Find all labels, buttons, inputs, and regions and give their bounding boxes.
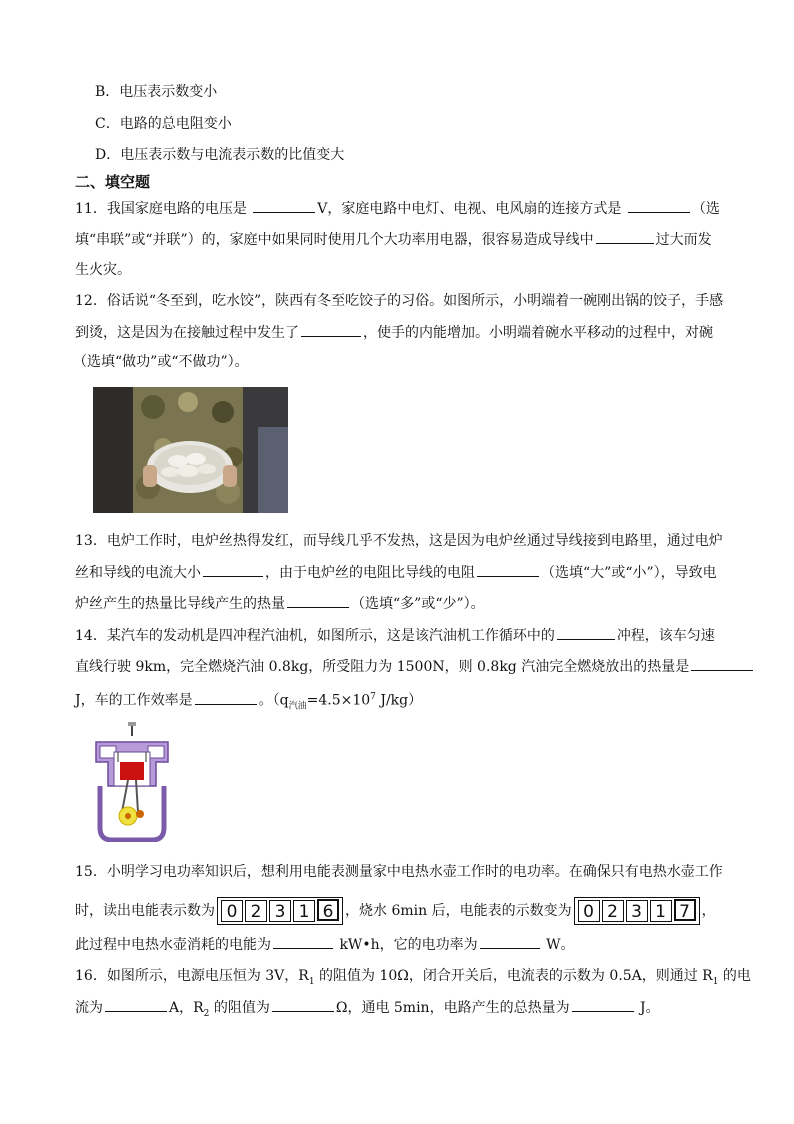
dumplings-photo [93, 387, 288, 513]
q13-line2: 丝和导线的电流大小 ，由于电炉丝的电阻比导线的电阻 （选填“大”或“小”），导致电 [75, 562, 717, 583]
q16-line1: 16．如图所示，电源电压恒为 3V，$R_1$ 的阻值为 10Ω，闭合开关后，电流表的示数为 0.5A，则通过 $R_1$ 的电 [75, 968, 751, 987]
option-c: C．电路的总电阻变小 [95, 116, 232, 132]
answer-blank[interactable] [477, 562, 539, 577]
option-d: D．电压表示数与电流表示数的比值变大 [95, 147, 345, 163]
meter-reading-final: 0 2 3 1 7 [574, 897, 700, 925]
answer-blank[interactable] [628, 198, 690, 213]
q11-line3: 生火灾。 [75, 262, 131, 278]
answer-blank[interactable] [480, 934, 540, 949]
q15-line2: 时，读出电能表示数为 0 2 3 1 6 ，烧水 6min 后，电能表的示数变为 0 2 3 1 7 ， [75, 897, 716, 925]
option-b: B．电压表示数变小 [95, 84, 218, 100]
answer-blank[interactable] [273, 934, 333, 949]
q12-line2: 到烫，这是因为在接触过程中发生了 ，使手的内能增加。小明端着碗水平移动的过程中，对碗 [75, 322, 713, 343]
answer-blank[interactable] [105, 997, 167, 1012]
answer-blank[interactable] [203, 562, 263, 577]
answer-blank[interactable] [572, 997, 634, 1012]
section-title: 二、填空题 [75, 173, 151, 191]
answer-blank[interactable] [253, 198, 315, 213]
q15-line3: 此过程中电热水壶消耗的电能为 kW•h，它的电功率为 W。 [75, 934, 574, 955]
q14-line3: J，车的工作效率是 。（$q_{汽油}=4.5\times 10^7$ J/kg） [75, 687, 422, 716]
q13-line3: 炉丝产生的热量比导线产生的热量 （选填“多”或“少”）。 [75, 593, 485, 614]
q11-line2: 填“串联”或“并联”）的，家庭中如果同时使用几个大功率用电器，很容易造成导线中 过大而发 [75, 229, 712, 250]
q11-line1: 11．我国家庭电路的电压是 V，家庭电路中电灯、电视、电风扇的连接方式是 （选 [75, 198, 720, 219]
answer-blank[interactable] [557, 625, 615, 640]
answer-blank[interactable] [691, 656, 753, 671]
q12-line1: 12．俗话说“冬至到，吃水饺”，陕西有冬至吃饺子的习俗。如图所示，小明端着一碗刚出锅的饺子，手感 [75, 293, 724, 309]
answer-blank[interactable] [195, 690, 257, 705]
q15-line1: 15．小明学习电功率知识后，想利用电能表测量家中电热水壶工作时的电功率。在确保只有电热水壶工作 [75, 864, 723, 880]
engine-diagram [92, 722, 172, 842]
answer-blank[interactable] [272, 997, 334, 1012]
answer-blank[interactable] [596, 229, 654, 244]
q12-line3: （选填“做功”或“不做功”）。 [73, 354, 249, 370]
meter-reading-initial: 0 2 3 1 6 [217, 897, 343, 925]
q14-line2: 直线行驶 9km，完全燃烧汽油 0.8kg，所受阻力为 1500N，则 0.8kg 汽油完全燃烧放出的热量是 [75, 656, 755, 677]
q14-line1: 14．某汽车的发动机是四冲程汽油机，如图所示，这是该汽油机工作循环中的 冲程，该车匀速 [75, 625, 715, 646]
q16-line2: 流为 A，$R_2$ 的阻值为 Ω，通电 5min，电路产生的总热量为 J。 [75, 997, 660, 1024]
answer-blank[interactable] [301, 322, 361, 337]
q13-line1: 13．电炉工作时，电炉丝热得发红，而导线几乎不发热，这是因为电炉丝通过导线接到电路里，通过电炉 [75, 533, 723, 549]
answer-blank[interactable] [287, 593, 349, 608]
